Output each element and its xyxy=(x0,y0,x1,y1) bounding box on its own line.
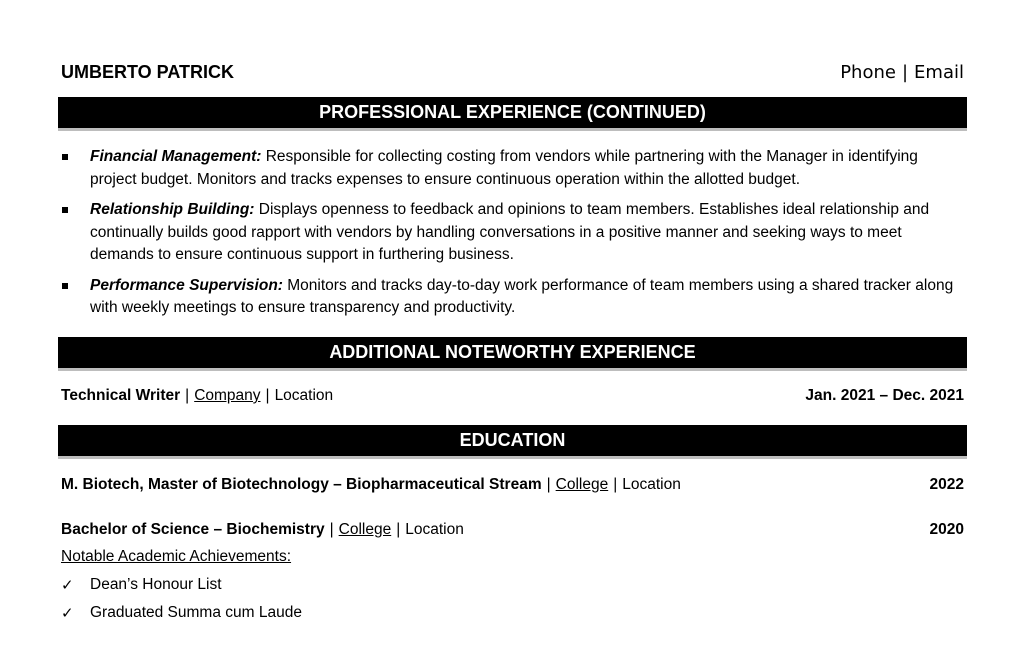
degree-line xyxy=(61,521,464,539)
degree-year: 2022 xyxy=(929,476,964,493)
experience-bullet xyxy=(61,275,967,320)
square-bullet-icon xyxy=(62,207,68,213)
pipe-separator: | xyxy=(546,476,551,493)
school-location: Location xyxy=(622,476,681,493)
degree-title: M. Biotech, Master of Biotechnology – Biopharmaceutical Stream xyxy=(61,476,542,493)
section-header-additional-experience: ADDITIONAL NOTEWORTHY EXPERIENCE xyxy=(58,337,967,371)
achievements-list xyxy=(61,574,302,630)
achievement-text: Dean’s Honour List xyxy=(90,576,222,593)
job-location: Location xyxy=(274,387,334,404)
pipe-separator: | xyxy=(265,387,270,404)
bullet-lead: Relationship Building: xyxy=(90,201,255,218)
degree-year: 2020 xyxy=(929,521,964,538)
job-dates: Jan. 2021 – Dec. 2021 xyxy=(805,387,964,404)
bullet-lead: Performance Supervision: xyxy=(90,276,283,294)
square-bullet-icon xyxy=(62,283,68,289)
bullet-lead: Financial Management: xyxy=(90,148,262,165)
checkmark-icon: ✓ xyxy=(61,604,74,622)
job-line xyxy=(61,387,333,405)
college-link[interactable]: College xyxy=(338,521,392,538)
experience-bullet xyxy=(61,199,967,267)
email-text: Email xyxy=(914,62,964,83)
experience-bullet-list xyxy=(61,146,967,328)
pipe-separator: | xyxy=(329,521,334,538)
section-header-professional-experience: PROFESSIONAL EXPERIENCE (CONTINUED) xyxy=(58,97,967,131)
education-row xyxy=(61,476,964,494)
contact-info xyxy=(840,62,964,83)
experience-bullet xyxy=(61,146,967,191)
pipe-separator: | xyxy=(396,521,401,538)
achievements-title: Notable Academic Achievements: xyxy=(61,548,292,565)
job-title: Technical Writer xyxy=(61,387,181,404)
degree-title: Bachelor of Science – Biochemistry xyxy=(61,521,325,538)
section-header-education: EDUCATION xyxy=(58,425,967,459)
additional-experience-row xyxy=(61,387,964,405)
phone-text: Phone xyxy=(840,62,896,83)
bullet-text: Responsible for collecting costing from vendors while partnering with the Manager in identifying project budget. Monitors and tracks expenses to ensure continuous operation within the allotted budget. xyxy=(90,148,918,188)
square-bullet-icon xyxy=(62,154,68,160)
bullet-text: Displays openness to feedback and opinions to team members. Establishes ideal relationship and continually builds good rapport with vendors by handling conversations in a positive manner and seeking ways to meet demands to ensure continuous support in furthering business. xyxy=(90,201,930,263)
education-row xyxy=(61,521,964,539)
pipe-separator: | xyxy=(185,387,190,404)
company-link[interactable]: Company xyxy=(194,387,261,404)
achievement-item xyxy=(61,602,302,630)
school-location: Location xyxy=(405,521,464,538)
achievement-text: Graduated Summa cum Laude xyxy=(90,604,302,621)
pipe-separator: | xyxy=(613,476,618,493)
achievement-item xyxy=(61,574,302,602)
candidate-name: UMBERTO PATRICK xyxy=(61,62,234,82)
degree-line xyxy=(61,476,681,494)
college-link[interactable]: College xyxy=(555,476,609,493)
checkmark-icon: ✓ xyxy=(61,576,74,594)
contact-separator: | xyxy=(901,62,909,83)
bullet-text: Monitors and tracks day-to-day work performance of team members using a shared tracker along with weekly meetings to ensure transparency and productivity. xyxy=(90,276,954,316)
